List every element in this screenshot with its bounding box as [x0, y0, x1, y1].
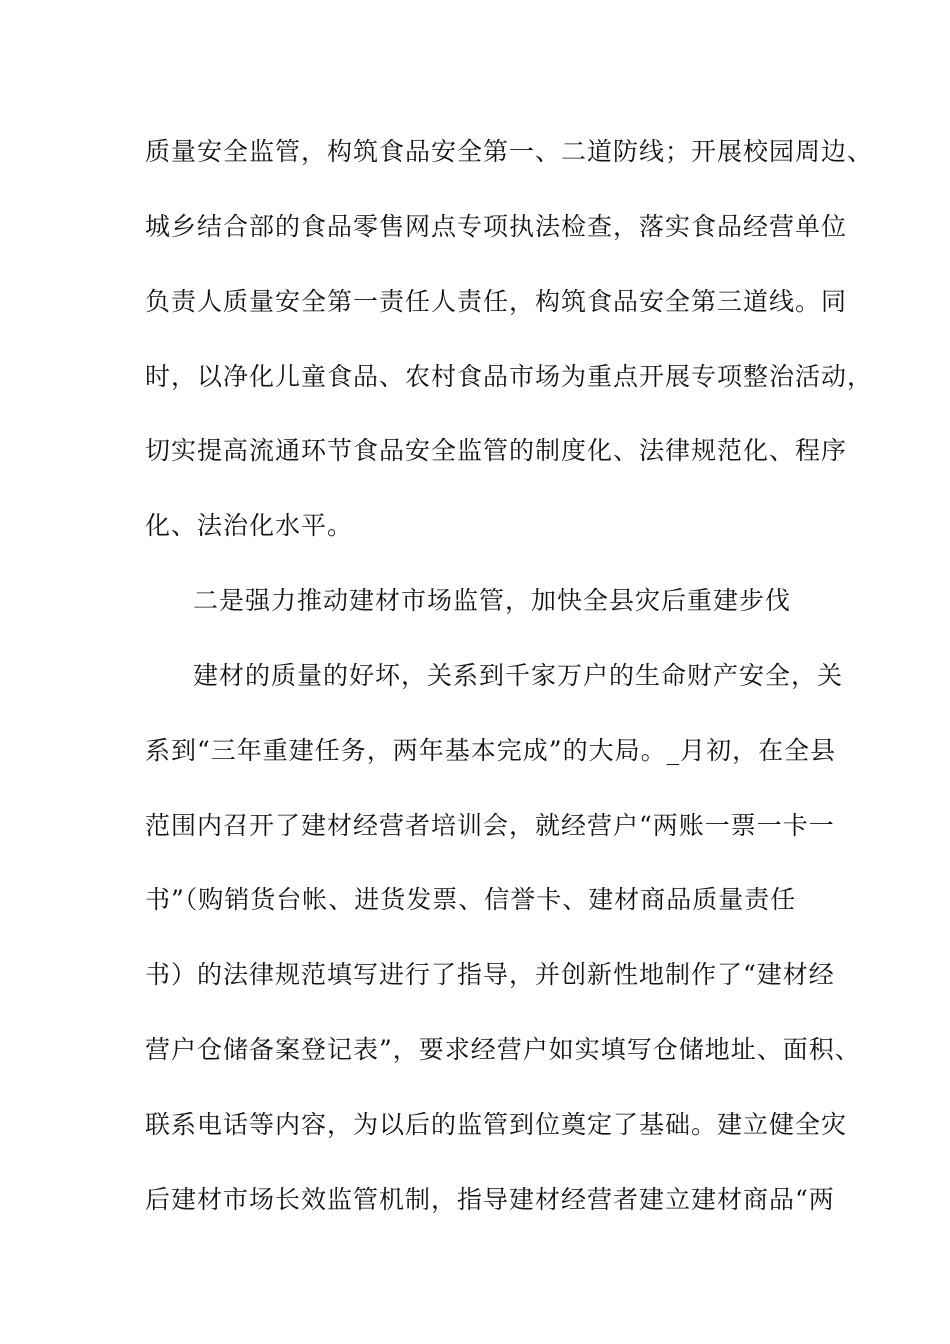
text-line: 时，以净化儿童食品、农村食品市场为重点开展专项整治活动，: [145, 362, 874, 391]
text-line: 书”（购销货台帐、进货发票、信誉卡、建材商品质量责任: [145, 885, 797, 914]
text-line: 系到“三年重建任务，两年基本完成”的大局。_月初，在全县: [145, 736, 837, 765]
text-line: 建材的质量的好坏，关系到千家万户的生命财产安全，关: [193, 661, 844, 690]
text-line: 切实提高流通环节食品安全监管的制度化、法律规范化、程序: [145, 436, 848, 465]
text-line: 负责人质量安全第一责任人责任，构筑食品安全第三道线。同: [145, 287, 848, 316]
text-line: 质量安全监管，构筑食品安全第一、二道防线；开展校园周边、: [145, 137, 874, 166]
text-line: 城乡结合部的食品零售网点专项执法检查，落实食品经营单位: [145, 212, 848, 241]
text-line: 书）的法律规范填写进行了指导，并创新性地制作了“建材经: [145, 960, 835, 989]
text-line: 联系电话等内容，为以后的监管到位奠定了基础。建立健全灾: [145, 1110, 848, 1139]
text-line: 营户仓储备案登记表”，要求经营户如实填写仓储地址、面积、: [145, 1035, 861, 1064]
text-line: 后建材市场长效监管机制，指导建材经营者建立建材商品“两: [145, 1185, 835, 1214]
text-line: 范围内召开了建材经营者培训会，就经营户“两账一票一卡一: [145, 811, 835, 840]
section-heading: 二是强力推动建材市场监管，加快全县灾后重建步伐: [193, 586, 792, 615]
text-line: 化、法治化水平。: [145, 511, 354, 540]
